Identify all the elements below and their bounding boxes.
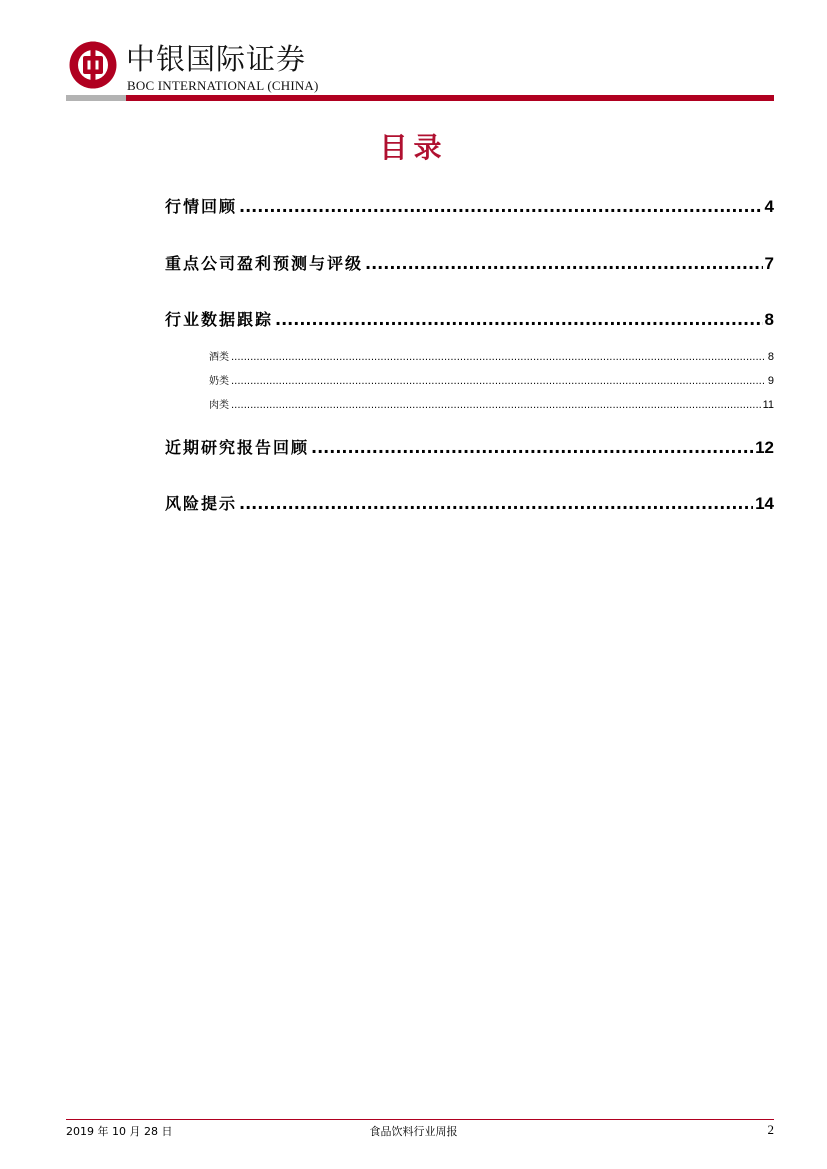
toc-entry-label: 近期研究报告回顾 (165, 438, 310, 457)
toc-entry-page: 14 (755, 494, 774, 513)
toc-entry-market-review[interactable] (165, 196, 774, 218)
footer-page-number: 2 (767, 1122, 774, 1137)
toc-leader-dots (311, 437, 753, 459)
toc-entry-label: 行业数据跟踪 (165, 310, 274, 329)
toc-entry-liquor[interactable] (209, 350, 774, 365)
toc-entry-meat[interactable] (209, 398, 774, 413)
footer-report-name: 食品饮料行业周报 (369, 1125, 458, 1138)
toc-entry-label: 酒类 (209, 352, 229, 363)
toc-leader-dots (239, 493, 753, 515)
toc-leader-dots (365, 253, 763, 275)
toc-entry-page: 11 (762, 399, 774, 411)
header-rule-grey (66, 95, 126, 101)
toc-leader-dots (231, 375, 766, 389)
toc-entry-label: 肉类 (209, 400, 229, 411)
boc-logo-icon (68, 40, 118, 90)
toc-entry-earnings-forecast[interactable] (165, 253, 774, 275)
toc-entry-dairy[interactable] (209, 374, 774, 389)
toc-leader-dots (231, 399, 761, 413)
toc-entry-page: 8 (764, 310, 774, 329)
toc-entry-page: 4 (764, 197, 774, 216)
toc-entry-page: 9 (767, 375, 774, 387)
toc-leader-dots (239, 196, 763, 218)
toc-entry-label: 风险提示 (165, 494, 238, 513)
toc-entry-label: 行情回顾 (165, 197, 238, 216)
brand-name-en: BOC INTERNATIONAL (CHINA) (127, 78, 319, 93)
toc-entry-page: 8 (767, 351, 774, 363)
toc-leader-dots (231, 351, 766, 365)
toc-entry-risk-warning[interactable] (165, 493, 774, 515)
header-rule-red (126, 95, 774, 101)
footer-date: 2019 年 10 月 28 日 (66, 1125, 173, 1138)
toc-title: 目录 (379, 131, 448, 164)
toc-entry-recent-reports[interactable] (165, 437, 774, 459)
toc-entry-page: 7 (764, 254, 774, 273)
footer-rule (66, 1119, 774, 1120)
toc-entry-label: 奶类 (209, 376, 229, 387)
toc-leader-dots (275, 309, 763, 331)
toc-entry-label: 重点公司盈利预测与评级 (165, 254, 364, 273)
toc-entry-industry-data[interactable] (165, 309, 774, 331)
brand-name-cn: 中银国际证券 (126, 42, 307, 76)
toc-entry-page: 12 (755, 438, 774, 457)
